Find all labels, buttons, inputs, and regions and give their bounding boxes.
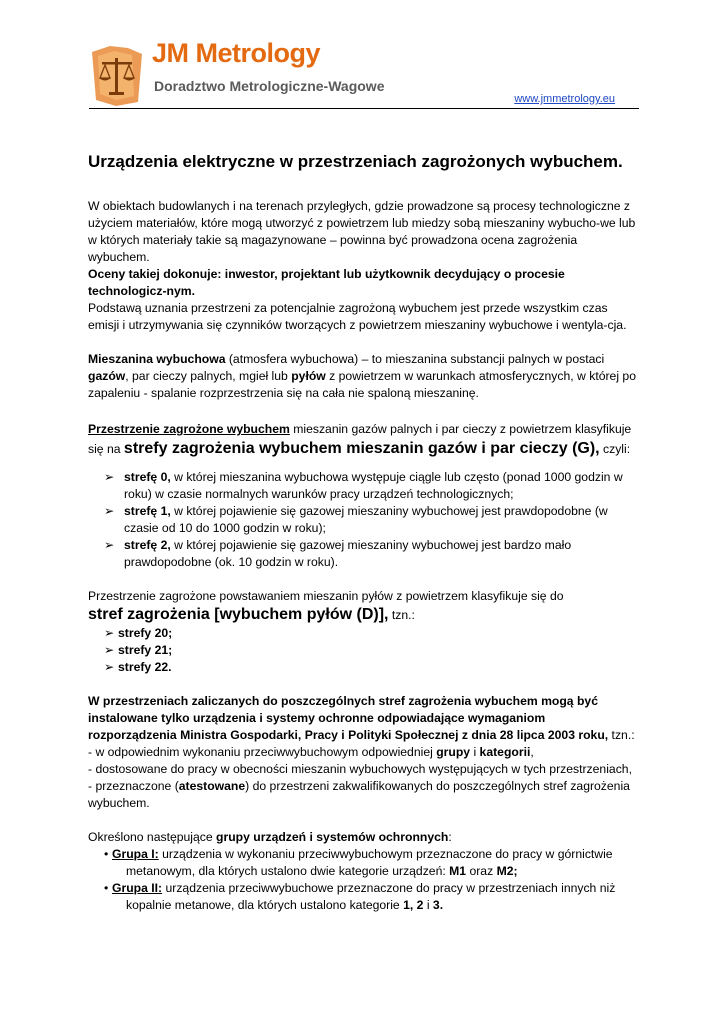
arrow-bullet-icon: ➢ bbox=[104, 470, 115, 484]
regulation-text: ) do przestrzeni zakwalifikowanych do poszczególnych stref zagrożenia wybuchem. bbox=[88, 779, 630, 810]
company-logo bbox=[88, 40, 418, 112]
scales-logo-icon bbox=[88, 42, 146, 108]
regulation-suffix: tzn.: bbox=[608, 728, 635, 742]
groups-intro bbox=[88, 829, 636, 846]
brand-name: JM Metrology bbox=[152, 38, 321, 68]
intro-paragraph: W obiektach budowlanych i na terenach przyległych, gdzie prowadzone są procesy technologiczne z użyciem materiałów, które mogą utworzyć z powietrzem lub miedzy sobą mieszaniny wybucho-we lub w których materiały takie są magazynowane – powinna być prowadzona ocena zagrożenia wybuchem. bbox=[88, 199, 636, 264]
list-item bbox=[88, 469, 636, 503]
regulation-line-2: - dostosowane do pracy w obecności mieszanin wybuchowych występujących w tych przestrzeniach, bbox=[88, 762, 632, 776]
mixture-text-2: , par cieczy palnych, mgieł lub bbox=[125, 369, 292, 383]
zone-label: strefę 2, bbox=[124, 538, 171, 552]
arrow-bullet-icon: ➢ bbox=[104, 538, 115, 552]
document-body bbox=[88, 151, 636, 914]
regulation-text: - w odpowiednim wykonaniu przeciwwybuchowym odpowiedniej bbox=[88, 745, 437, 759]
header-divider bbox=[89, 108, 639, 109]
dust-zone-label: strefy 20; bbox=[118, 626, 173, 640]
regulation-text: , bbox=[530, 745, 534, 759]
group-description: urządzenia przeciwwybuchowe przeznaczone do pracy w przestrzeniach innych niż kopalnie metanowe, dla których ustalono kategorie bbox=[126, 881, 616, 912]
gas-zones-heading: strefy zagrożenia wybuchem mieszanin gazów i par cieczy (G), bbox=[123, 440, 600, 457]
group-text: oraz bbox=[466, 864, 497, 878]
intro-basis-paragraph: Podstawą uznania przestrzeni za potencjalnie zagrożoną wybuchem jest przede wszystkim czas emisji i utrzymywania się czynników tworzących z powietrzem mieszaniny wybuchowe i wentyla-cja. bbox=[88, 301, 627, 332]
intro-bold-paragraph bbox=[88, 266, 636, 300]
brand-tagline: Doradztwo Metrologiczne-Wagowe bbox=[154, 78, 385, 94]
regulation-bold-text: W przestrzeniach zaliczanych do poszczególnych stref zagrożenia wybuchem mogą być instalowane tylko urządzenia i systemy ochronne odpowiadające wymaganiom rozporządzenia Ministra Gospodarki, Pracy i Polityki Społecznej z dnia 28 lipca 2003 roku, bbox=[88, 694, 609, 742]
dust-zones-paragraph: Przestrzenie zagrożone powstawaniem mieszanin pyłów z powietrzem klasyfikuje się do bbox=[88, 589, 564, 603]
regulation-line-3 bbox=[88, 778, 636, 812]
regulation-text: - przeznaczone ( bbox=[88, 779, 179, 793]
dust-zone-label: strefy 21; bbox=[118, 643, 173, 657]
groups-intro-end: : bbox=[448, 830, 452, 844]
gas-zones-list bbox=[88, 469, 636, 571]
mixture-dusts: pyłów bbox=[291, 369, 326, 383]
arrow-bullet-icon: ➢ bbox=[104, 660, 115, 674]
arrow-bullet-icon: ➢ bbox=[104, 504, 115, 518]
list-item bbox=[88, 659, 636, 676]
group-text: i bbox=[423, 898, 433, 912]
mixture-gases: gazów bbox=[88, 369, 126, 383]
zone-description: w której pojawienie się gazowej mieszaniny wybuchowej jest bardzo mało prawdopodobne (ok. 10 godzin w roku). bbox=[124, 538, 572, 569]
group-label: Grupa II: bbox=[112, 881, 163, 895]
dust-zones-heading-line bbox=[88, 605, 636, 625]
list-item bbox=[88, 625, 636, 642]
dot-bullet-icon: • bbox=[104, 847, 109, 861]
mixture-text-3: z powietrzem w warunkach atmosferycznych, w której po zapaleniu - spalanie rozprzestrzenia się na cała nie spaloną mieszaninę. bbox=[88, 369, 636, 400]
website-link[interactable]: www.jmmetrology.eu bbox=[514, 93, 615, 105]
group-category: 3. bbox=[432, 898, 444, 912]
gas-zones-text: mieszanin gazów palnych i par cieczy z powietrzem klasyfikuje się na bbox=[88, 422, 632, 456]
gas-zones-suffix: czyli: bbox=[599, 442, 631, 456]
regulation-text: i bbox=[470, 745, 480, 759]
dust-zones-suffix: tzn.: bbox=[388, 608, 415, 622]
mixture-paragraph bbox=[88, 351, 636, 402]
arrow-bullet-icon: ➢ bbox=[104, 626, 115, 640]
arrow-bullet-icon: ➢ bbox=[104, 643, 115, 657]
group-category: 1, 2 bbox=[403, 898, 424, 912]
list-item bbox=[88, 846, 636, 880]
group-label: Grupa I: bbox=[112, 847, 159, 861]
groups-intro-bold: grupy urządzeń i systemów ochronnych bbox=[216, 830, 449, 844]
zone-label: strefę 0, bbox=[124, 470, 171, 484]
page-title: Urządzenia elektryczne w przestrzeniach zagrożonych wybuchem. bbox=[88, 152, 623, 171]
groups-intro-text: Określono następujące bbox=[88, 830, 217, 844]
regulation-certified: atestowane bbox=[178, 779, 246, 793]
regulation-paragraph bbox=[88, 693, 636, 744]
groups-list bbox=[88, 846, 636, 914]
gas-zones-paragraph bbox=[88, 419, 636, 459]
list-item bbox=[88, 503, 636, 537]
zone-description: w której mieszanina wybuchowa występuje ciągle lub często (ponad 1000 godzin w roku) w czasie normalnych warunków pracy urządzeń technologicznych; bbox=[124, 470, 623, 501]
regulation-group: grupy bbox=[436, 745, 471, 759]
intro-bold-text: Oceny takiej dokonuje: inwestor, projektant lub użytkownik decydujący o procesie technologicz-nym. bbox=[88, 267, 565, 298]
gas-zones-term: Przestrzenie zagrożone wybuchem bbox=[88, 422, 290, 436]
regulation-category: kategorii bbox=[479, 745, 531, 759]
mixture-term: Mieszanina wybuchowa bbox=[88, 352, 226, 366]
dust-zone-label: strefy 22. bbox=[118, 660, 172, 674]
dot-bullet-icon: • bbox=[104, 881, 109, 895]
list-item bbox=[88, 880, 636, 914]
regulation-line-1 bbox=[88, 744, 636, 761]
dust-zones-list bbox=[88, 625, 636, 676]
list-item bbox=[88, 642, 636, 659]
mixture-text-1: (atmosfera wybuchowa) – to mieszanina substancji palnych w postaci bbox=[225, 352, 605, 366]
group-description: urządzenia w wykonaniu przeciwwybuchowym przeznaczone do pracy w górnictwie metanowym, dla których ustalono dwie kategorie urządzeń: bbox=[126, 847, 613, 878]
zone-label: strefę 1, bbox=[124, 504, 171, 518]
group-category: M2; bbox=[496, 864, 518, 878]
list-item bbox=[88, 537, 636, 571]
group-category: M1 bbox=[449, 864, 467, 878]
dust-zones-heading: stref zagrożenia [wybuchem pyłów (D)], bbox=[88, 606, 389, 623]
zone-description: w której pojawienie się gazowej mieszaniny wybuchowej jest prawdopodobne (w czasie od 10 do 1000 godzin w roku); bbox=[124, 504, 608, 535]
